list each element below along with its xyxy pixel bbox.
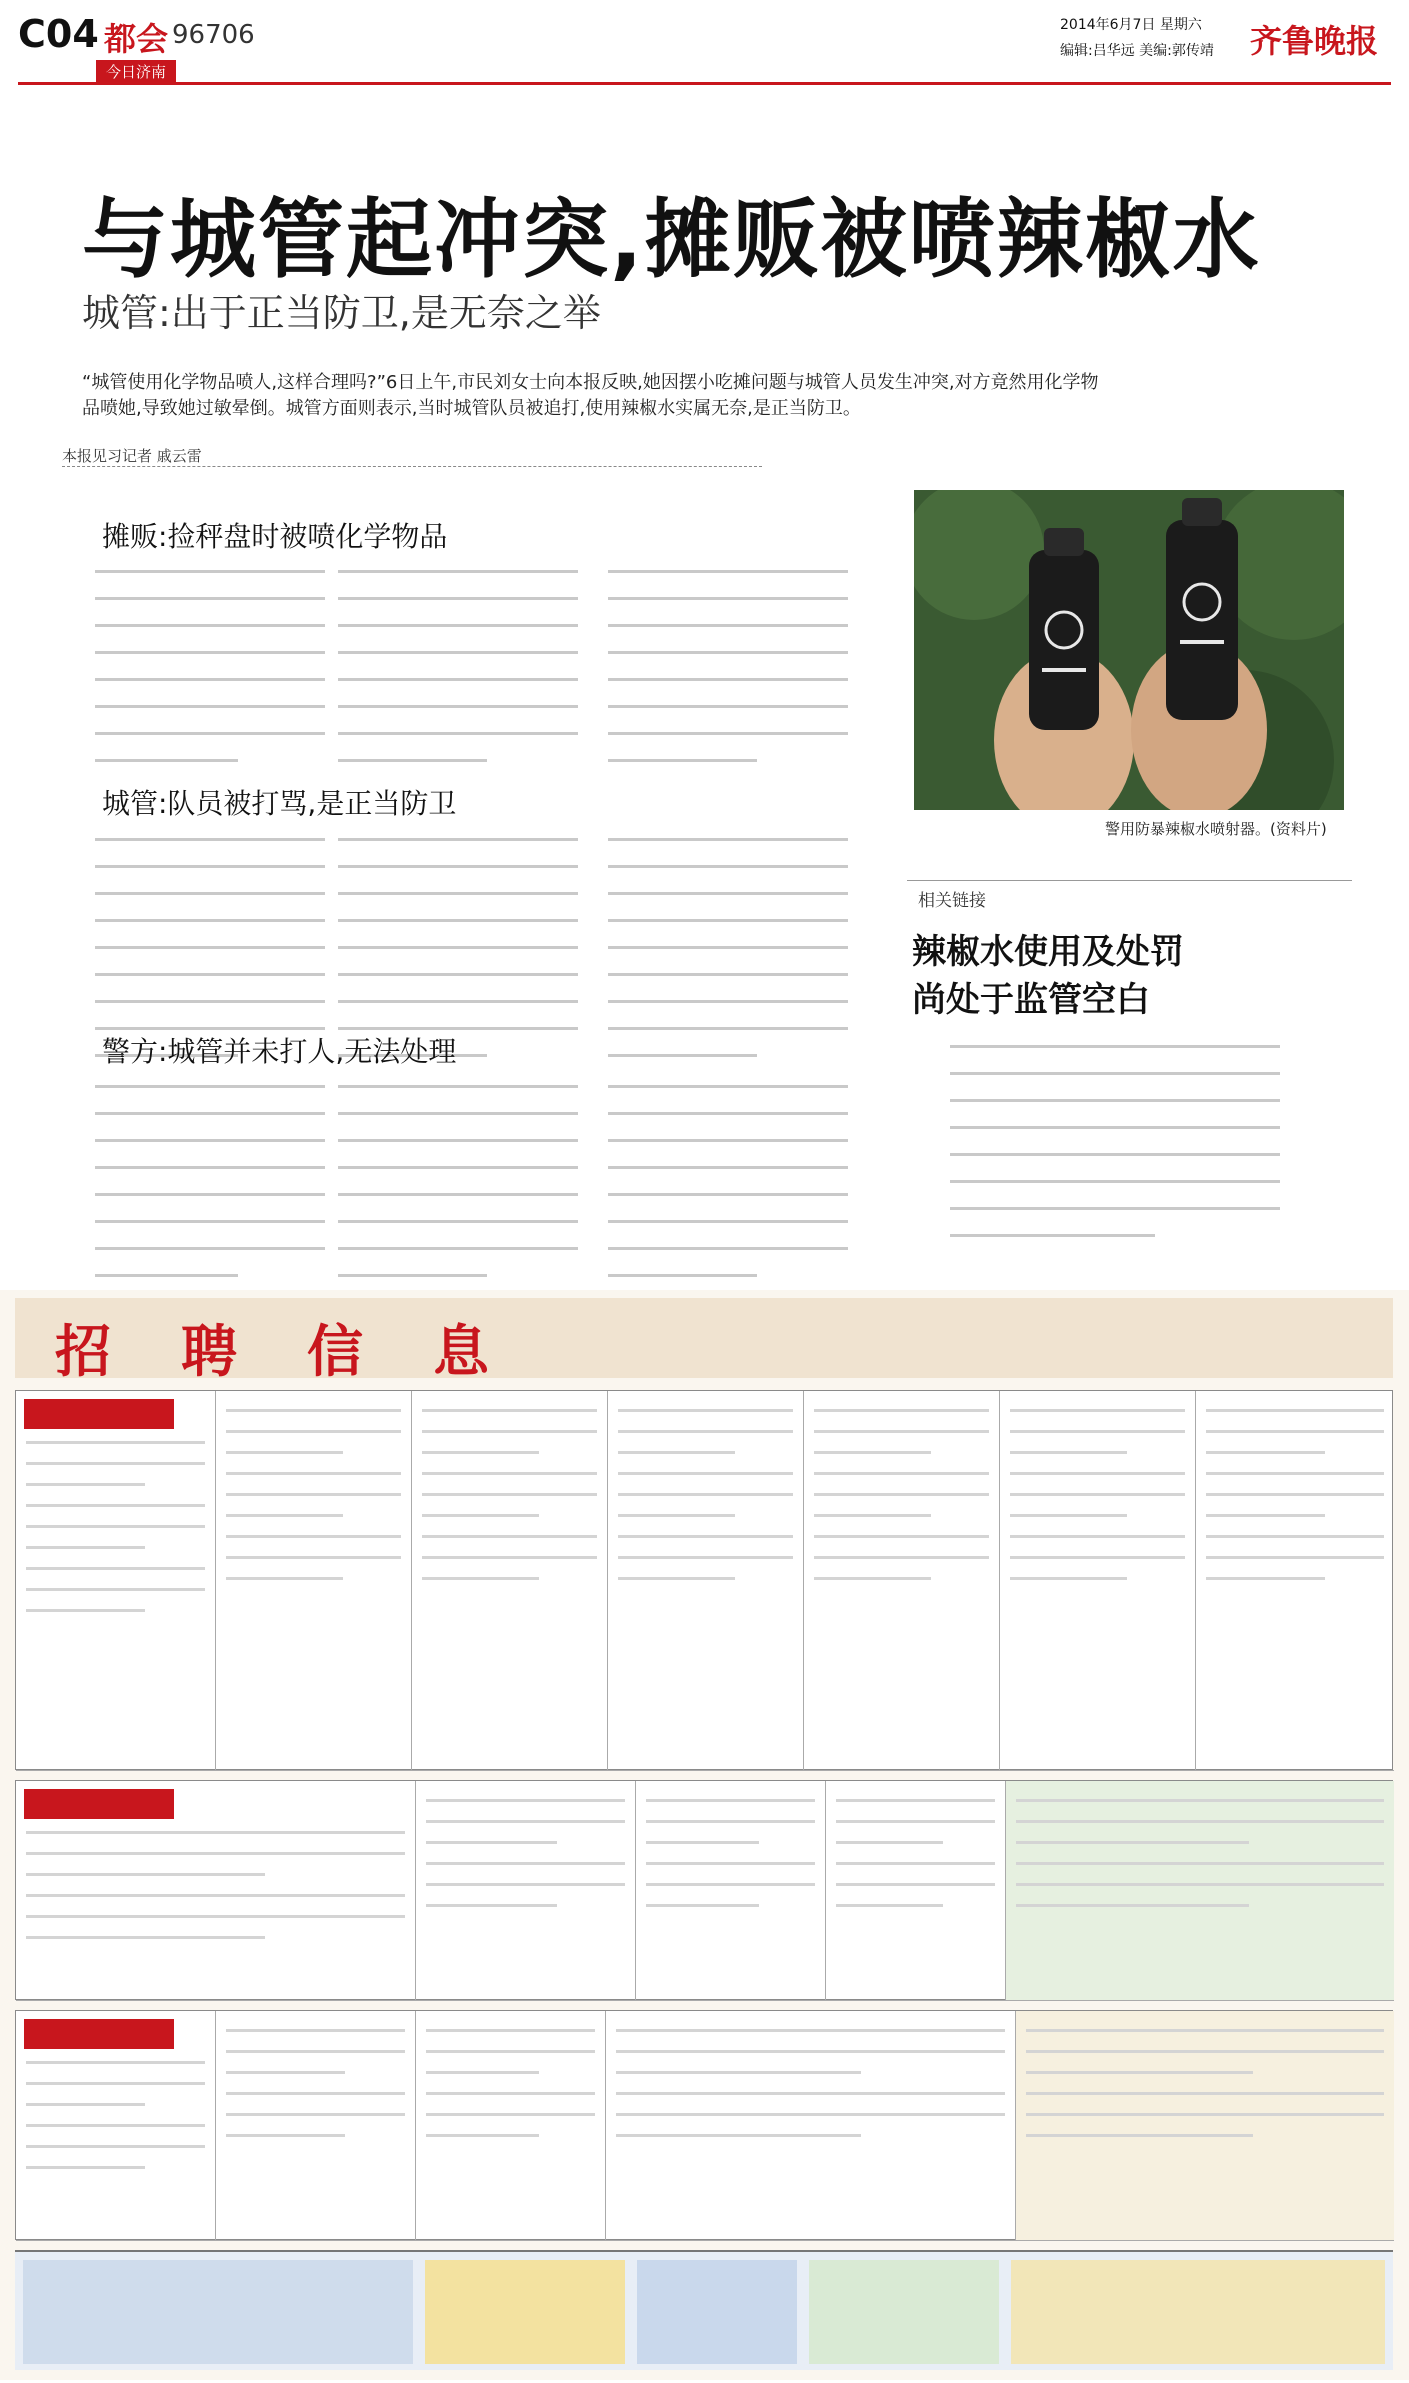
display-ads-row <box>15 2250 1393 2370</box>
related-link-tag: 相关链接 <box>918 891 986 911</box>
recruitment-ad-grid <box>15 1780 1393 2000</box>
training-ad-grid <box>15 2010 1393 2240</box>
sidebar-title <box>912 928 1184 1024</box>
ad-cell <box>16 2011 216 2241</box>
display-ad <box>23 2260 413 2364</box>
section-title-1: 摊贩:捡秤盘时被喷化学物品 <box>102 520 448 553</box>
article-body-column <box>608 838 848 1081</box>
byline-rule <box>62 466 762 467</box>
article-body-column <box>608 570 848 786</box>
deck: 城管:出于正当防卫,是无奈之举 <box>82 291 601 335</box>
ad-cell <box>216 2011 416 2241</box>
issue-number: 96706 <box>172 20 255 50</box>
article-body-column <box>608 1085 848 1301</box>
sidebar-body <box>950 1045 1280 1261</box>
recruitment-banner <box>15 1298 1393 1385</box>
article-body-column <box>95 570 325 786</box>
article-body-column <box>95 1085 325 1301</box>
ad-cell <box>606 2011 1016 2241</box>
recruitment-banner-title: 招聘信息 <box>55 1320 559 1385</box>
ad-cell <box>1016 2011 1394 2241</box>
ad-cell <box>608 1391 804 1771</box>
article-body-column <box>338 1085 578 1301</box>
subsection-label: 今日济南 <box>96 60 176 83</box>
display-ad <box>637 2260 797 2364</box>
pepper-spray-photo <box>914 490 1344 810</box>
issue-date: 2014年6月7日 星期六 <box>1060 17 1202 33</box>
lede: “城管使用化学物品喷人,这样合理吗?”6日上午,市民刘女士向本报反映,她因摆小吃摊问题与城管人员发生冲突,对方竟然用化学物品喷她,导致她过敏晕倒。城管方面则表示,当时城管队员被追打,使用辣椒水实属无奈,是正当防卫。 <box>82 372 1099 419</box>
display-ad <box>425 2260 625 2364</box>
photo-caption: 警用防暴辣椒水喷射器。(资料片) <box>1105 820 1327 838</box>
display-ad <box>809 2260 999 2364</box>
ad-cell <box>16 1781 416 2001</box>
ad-cell <box>216 1391 412 1771</box>
ad-cell <box>16 1391 216 1771</box>
section-title-2: 城管:队员被打骂,是正当防卫 <box>102 787 457 820</box>
editors-credit: 编辑:吕华远 美编:郭传靖 <box>1060 43 1214 59</box>
newspaper-logo: 齐鲁晚报 <box>1250 22 1379 60</box>
article-body-column <box>338 570 578 786</box>
ad-cell <box>804 1391 1000 1771</box>
byline: 本报见习记者 戚云雷 <box>62 447 202 465</box>
sidebar-title-line: 辣椒水使用及处罚 <box>912 932 1184 972</box>
ad-cell <box>1006 1781 1394 2001</box>
header-rule <box>18 82 1391 85</box>
classified-ads-section <box>0 1290 1409 2380</box>
sidebar-rule <box>907 880 1352 881</box>
headline: 与城管起冲突,摊贩被喷辣椒水 <box>82 190 1261 290</box>
ad-cell <box>412 1391 608 1771</box>
sidebar-title-line: 尚处于监管空白 <box>912 980 1150 1020</box>
section-name: 都会 <box>104 20 169 58</box>
ad-cell <box>826 1781 1006 2001</box>
page-code: C04 <box>18 12 99 56</box>
section-title-3: 警方:城管并未打人,无法处理 <box>102 1035 457 1068</box>
ad-cell <box>1196 1391 1394 1771</box>
ad-cell <box>636 1781 826 2001</box>
pepper-spray-illustration <box>914 490 1344 810</box>
ad-cell <box>416 2011 606 2241</box>
ad-cell <box>1000 1391 1196 1771</box>
display-ad <box>1011 2260 1385 2364</box>
ad-cell <box>416 1781 636 2001</box>
recruitment-ad-grid <box>15 1390 1393 1770</box>
page-header <box>0 0 1409 90</box>
